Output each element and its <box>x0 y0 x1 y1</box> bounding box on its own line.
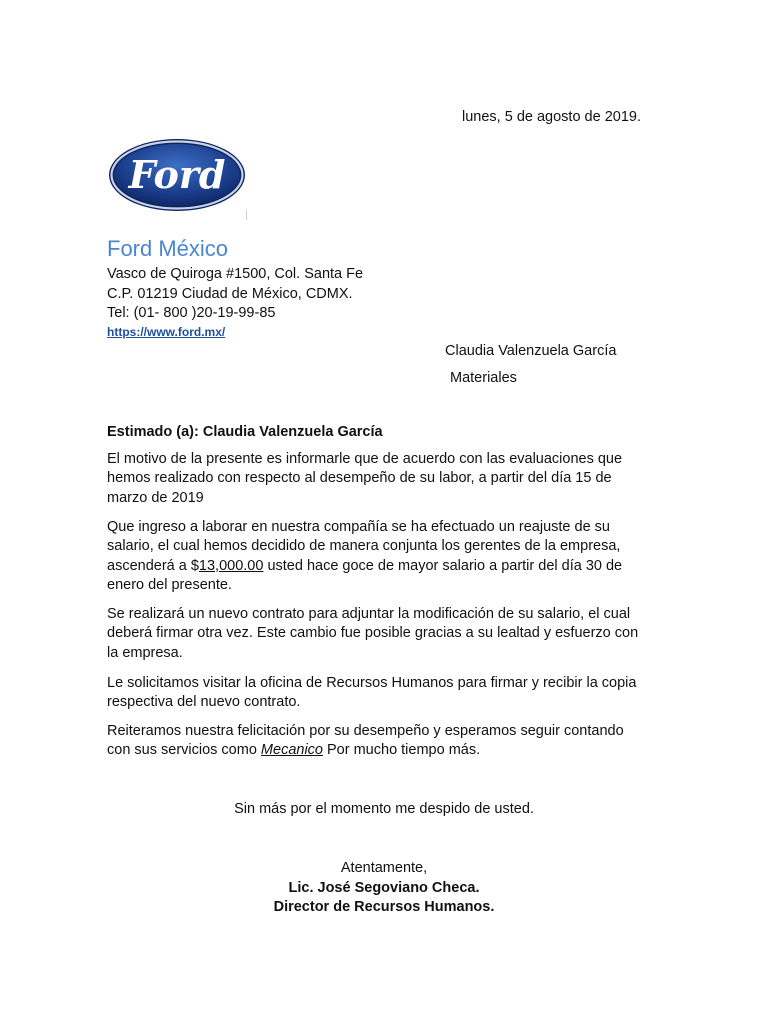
paragraph-salary <box>107 518 647 595</box>
address-line-2: C.P. 01219 Ciudad de México, CDMX. <box>107 285 353 302</box>
paragraph-congratulation-text-end: Por mucho tiempo más. <box>322 742 481 759</box>
paragraph-salary-text-end: usted hace goce de mayor salario a partir del día 30 de enero del presente. <box>107 557 623 593</box>
ford-logo-graphic <box>107 137 247 213</box>
company-name: Ford México <box>107 236 229 261</box>
salary-amount: 13,000.00 <box>198 557 264 574</box>
signature-block <box>0 859 768 918</box>
logo-wordmark: Ford <box>128 152 226 197</box>
paragraph-salary-text-start: Que ingreso a laborar en nuestra compañía se ha efectuado un reajuste de su salario, el cual hemos decidido de manera conjunta los gerentes de la empresa, ascenderá a $ <box>107 519 621 574</box>
paragraph-contract: Se realizará un nuevo contrato para adjuntar la modificación de su salario, el cual deberá firmar otra vez. Este cambio fue posible gracias a su lealtad y esfuerzo con la empresa. <box>107 606 639 661</box>
salutation: Estimado (a): Claudia Valenzuela García <box>107 424 383 440</box>
signature-regards: Atentamente, <box>340 860 428 876</box>
address-line-1: Vasco de Quiroga #1500, Col. Santa Fe <box>107 266 364 282</box>
company-website-link[interactable]: https://www.ford.mx/ <box>107 325 226 339</box>
recipient-department: Materiales <box>450 370 517 386</box>
ford-logo <box>107 137 247 213</box>
letter-date: lunes, 5 de agosto de 2019. <box>462 109 641 125</box>
closing-line: Sin más por el momento me despido de usted. <box>234 801 534 817</box>
job-role: Mecanico <box>260 742 323 759</box>
recipient-name: Claudia Valenzuela García <box>445 343 617 359</box>
paragraph-evaluation: El motivo de la presente es informarle que de acuerdo con las evaluaciones que hemos realizado con respecto al desempeño de su labor, a partir del día 15 de marzo de 2019 <box>107 451 623 506</box>
signatory-name: Lic. José Segoviano Checa. <box>288 879 480 896</box>
company-phone: Tel: (01- 800 )20-19-99-85 <box>107 305 276 321</box>
divider-mark <box>246 210 247 220</box>
company-address <box>107 265 363 324</box>
signatory-title: Director de Recursos Humanos. <box>273 899 495 915</box>
paragraph-congratulation-text-start: Reiteramos nuestra felicitación por su desempeño y esperamos seguir contando con sus servicios como <box>107 723 624 759</box>
paragraph-hr-visit: Le solicitamos visitar la oficina de Recursos Humanos para firmar y recibir la copia respectiva del nuevo contrato. <box>107 675 637 711</box>
paragraph-congratulation <box>107 722 647 761</box>
